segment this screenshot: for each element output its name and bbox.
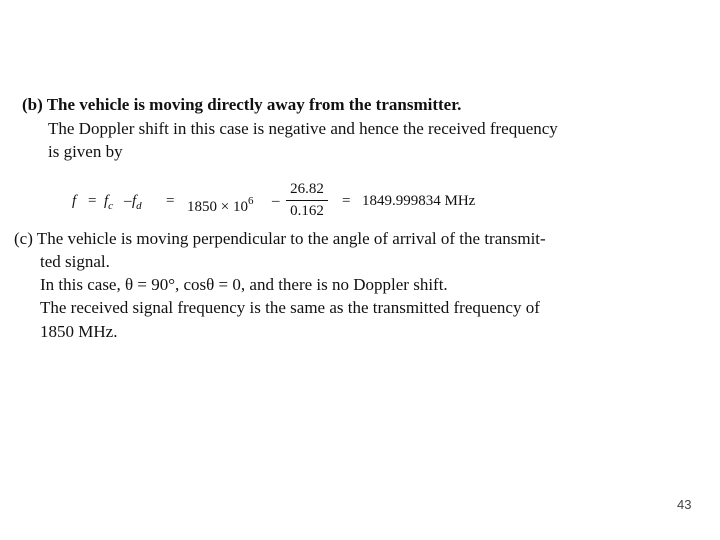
equation-fc: $f_c$ bbox=[104, 193, 114, 212]
part-b-heading: (b) The vehicle is moving directly away from the transmitter. bbox=[22, 95, 462, 114]
equation-minus-1: – bbox=[124, 193, 132, 209]
equation-equals-1: = bbox=[88, 193, 97, 209]
part-c-line-3: In this case, θ = 90°, cosθ = 0, and there is no Doppler shift. bbox=[40, 275, 448, 294]
part-c-line-5: 1850 MHz. bbox=[40, 322, 118, 341]
part-c-line-2: ted signal. bbox=[40, 252, 110, 271]
equation-minus-2: – bbox=[272, 193, 280, 209]
part-b-line-2: is given by bbox=[48, 142, 123, 161]
part-c-line-1: (c) The vehicle is moving perpendicular to the angle of arrival of the transmit- bbox=[14, 229, 546, 248]
fraction-numerator: 26.82 bbox=[290, 181, 324, 197]
equation-equals-3: = bbox=[342, 193, 351, 209]
page-number: 43 bbox=[677, 497, 692, 512]
fraction-denominator: 0.162 bbox=[290, 203, 324, 219]
fraction-bar bbox=[286, 200, 328, 201]
part-b-line-1: The Doppler shift in this case is negative and hence the received frequency bbox=[48, 119, 558, 138]
part-c-line-4: The received signal frequency is the same as the transmitted frequency of bbox=[40, 298, 540, 317]
equation-fd: $f_d$ bbox=[132, 193, 142, 212]
equation-coefficient: $1850 \times 10^6$ bbox=[187, 195, 254, 215]
equation-result: 1849.999834 MHz bbox=[362, 193, 476, 209]
equation-lhs: f bbox=[72, 193, 77, 209]
equation-equals-2: = bbox=[166, 193, 175, 209]
